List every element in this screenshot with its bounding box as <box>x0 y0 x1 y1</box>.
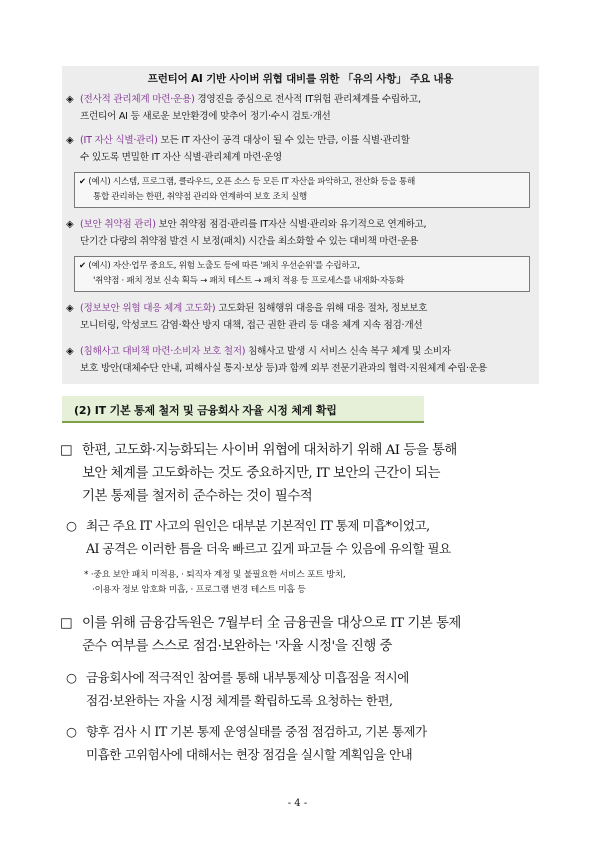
footnote <box>84 568 524 598</box>
example-text: ✔ (예시) 시스템, 프로그램, 클라우드, 오픈 소스 등 모든 IT 자산을 파악하고, 전산화 등을 통해 <box>79 177 416 187</box>
item-text: 프런티어 AI 등 새로운 보안환경에 맞추어 정기·수시 검토·개선 <box>80 111 331 122</box>
notice-item-asset <box>66 132 536 166</box>
paragraph-text: 향후 검사 시 IT 기본 통제 운영실태를 중점 점검하고, 기본 통제가 <box>86 724 427 739</box>
diamond-bullet-icon: ◈ <box>66 346 74 357</box>
paragraph-text: 기본 통제를 철저히 준수하는 것이 필수적 <box>82 489 313 504</box>
section-title: (2) IT 기본 통제 철저 및 금융회사 자율 시정 체계 확립 <box>74 404 337 417</box>
circle-bullet-icon: ○ <box>66 518 77 533</box>
paragraph-text: 준수 여부를 스스로 점검·보완하는 '자율 시정'을 진행 중 <box>82 639 392 654</box>
paragraph-text: 최근 주요 IT 사고의 원인은 대부분 기본적인 IT 통제 미흡*이었고, <box>86 518 430 533</box>
item-text: 모든 IT 자산이 공격 대상이 될 수 있는 만큼, 이를 식별·관리할 <box>157 135 410 146</box>
diamond-bullet-icon: ◈ <box>66 303 74 314</box>
paragraph-text: AI 공격은 이러한 틈을 더욱 빠르고 깊게 파고들 수 있음에 유의할 필요 <box>86 541 451 556</box>
notice-box-title: 프런티어 AI 기반 사이버 위협 대비를 위한 「유의 사항」 주요 내용 <box>147 73 454 85</box>
paragraph-text: 이를 위해 금융감독원은 7월부터 全 금융권을 대상으로 IT 기본 통제 <box>82 616 461 631</box>
diamond-bullet-icon: ◈ <box>66 219 74 230</box>
item-label: (전사적 관리체계 마련·운용) <box>80 94 195 105</box>
notice-item-vulnerability <box>66 216 536 250</box>
item-text: 수 있도록 면밀한 IT 자산 식별·관리체계 마련·운영 <box>80 152 282 163</box>
paragraph-text: 보안 체계를 고도화하는 것도 중요하지만, IT 보안의 근간이 되는 <box>82 466 440 481</box>
diamond-bullet-icon: ◈ <box>66 94 74 105</box>
paragraph-text: 점검·보완하는 자율 시정 체계를 확립하도록 요청하는 한편, <box>86 693 393 708</box>
circle-bullet-icon: ○ <box>66 670 77 685</box>
footnote-text: ·이용자 정보 암호화 미흡, · 프로그램 변경 테스트 미흡 등 <box>92 585 306 595</box>
diamond-bullet-icon: ◈ <box>66 135 74 146</box>
item-text: 보호 방안(대체수단 안내, 피해사실 통지·보상 등)과 함께 외부 전문기관과의 협력·지원체계 수립·운용 <box>80 363 487 374</box>
section-heading <box>62 396 424 423</box>
example-box-vulnerability <box>74 256 530 292</box>
example-box-asset <box>74 172 530 208</box>
square-bullet-icon: □ <box>60 616 73 631</box>
item-label: (보안 취약점 관리) <box>80 219 156 230</box>
item-text: 단기간 다량의 취약점 발견 시 보정(패치) 시간을 최소화할 수 있는 대비책 마련·운용 <box>80 236 419 247</box>
paragraph-text: 한편, 고도화·지능화되는 사이버 위협에 대처하기 위해 AI 등을 통해 <box>82 443 457 458</box>
notice-item-threat-response <box>66 300 536 334</box>
example-text: ✔ (예시) 자산·업무 중요도, 위험 노출도 등에 따른 '패치 우선순위'를 수립하고, <box>79 261 360 271</box>
example-text: '취약점 · 패치 정보 신속 획득 → 패치 테스트 → 패치 적용 등 프로세스를 내재화·자동화 <box>93 276 404 286</box>
subparagraph-recent-incidents <box>66 514 540 560</box>
square-bullet-icon: □ <box>60 443 73 458</box>
paragraph-text: 미흡한 고위험사에 대해서는 현장 점검을 실시할 계획임을 안내 <box>86 747 413 762</box>
item-label: (정보보안 위협 대응 체계 고도화) <box>80 303 216 314</box>
notice-item-governance <box>66 91 536 125</box>
circle-bullet-icon: ○ <box>66 724 77 739</box>
item-text: 고도화된 침해행위 대응을 위해 대응 절차, 정보보호 <box>215 303 428 314</box>
item-label: (IT 자산 식별·관리) <box>80 135 158 146</box>
paragraph-self-correction <box>60 612 540 658</box>
paragraph-basic-controls <box>60 439 540 508</box>
item-text: 모니터링, 악성코드 감염·확산 방지 대책, 접근 권한 관리 등 대응 체계 지속 점검·개선 <box>80 320 423 331</box>
notice-item-incident-response <box>66 343 536 377</box>
item-text: 경영진을 중심으로 전사적 IT위험 관리체계를 수립하고, <box>194 94 421 105</box>
item-label: (침해사고 대비책 마련·소비자 보호 철저) <box>80 346 246 357</box>
item-text: 침해사고 발생 시 서비스 신속 복구 체계 및 소비자 <box>245 346 451 357</box>
item-text: 보안 취약점 점검·관리를 IT자산 식별·관리와 유기적으로 연계하고, <box>155 219 427 230</box>
subparagraph-request <box>66 666 540 712</box>
example-text: 통합 관리하는 한편, 취약점 관리와 연계하여 보호 조치 실행 <box>93 192 307 202</box>
subparagraph-inspection <box>66 720 540 766</box>
footnote-text: * ·중요 보안 패치 미적용, · 퇴직자 계정 및 불필요한 서비스 포트 방치, <box>84 570 346 580</box>
page-number: - 4 - <box>287 798 308 809</box>
paragraph-text: 금융회사에 적극적인 참여를 통해 내부통제상 미흡점을 적시에 <box>86 670 409 685</box>
